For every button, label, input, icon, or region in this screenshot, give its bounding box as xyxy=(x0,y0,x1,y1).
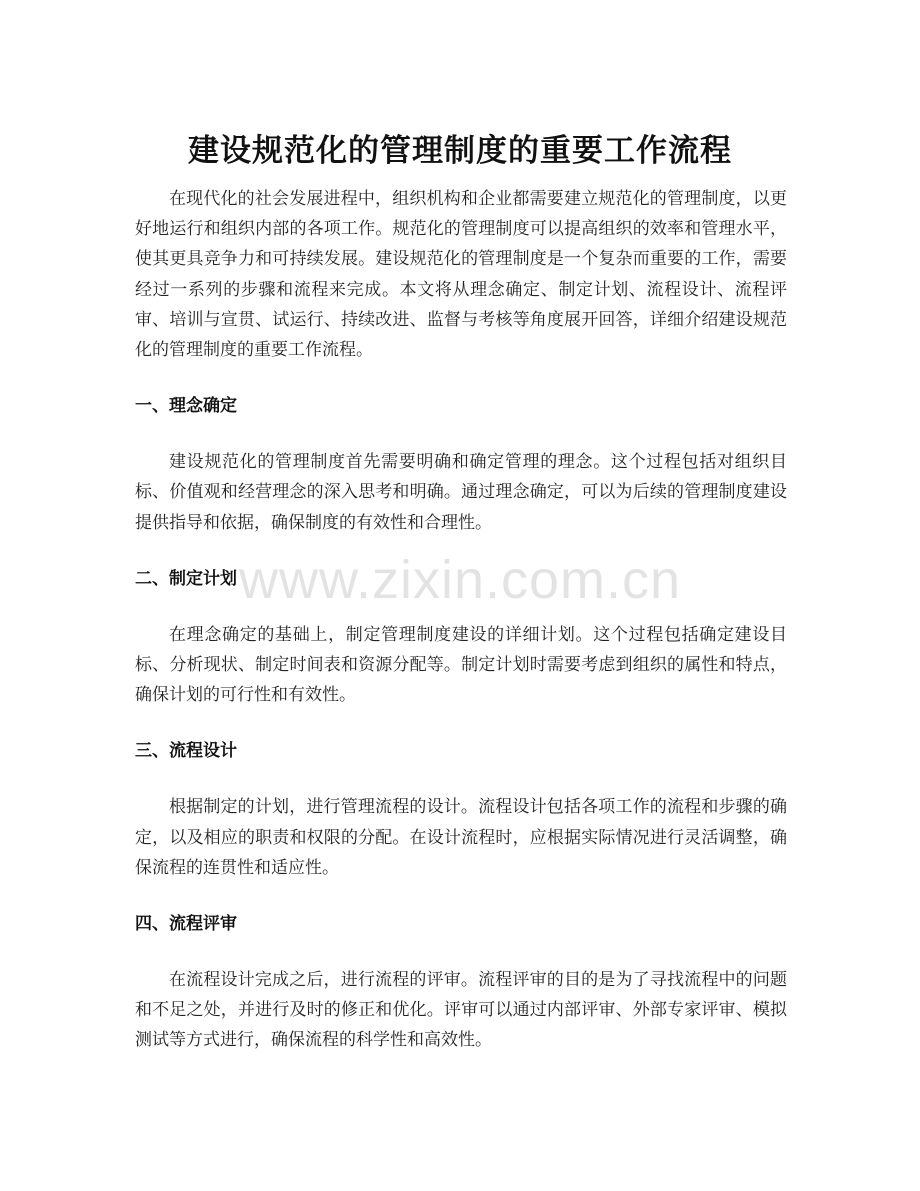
watermark: www.zixin.com.cn xyxy=(238,550,682,610)
section-heading: 四、流程评审 xyxy=(135,914,237,935)
intro-paragraph: 在现代化的社会发展进程中，组织机构和企业都需要建立规范化的管理制度，以更好地运行和组织内部的各项工作。规范化的管理制度可以提高组织的效率和管理水平，使其更具竞争力和可持续发展。建设规范化的管理制度是一个复杂而重要的工作，需要经过一系列的步骤和流程来完成。本文将从理念确定、制定计划、流程设计、流程评审、培训与宣贯、试运行、持续改进、监督与考核等角度展开回答，详细介绍建设规范化的管理制度的重要工作流程。 xyxy=(135,189,787,361)
section-paragraph: 建设规范化的管理制度首先需要明确和确定管理的理念。这个过程包括对组织目标、价值观和经营理念的深入思考和明确。通过理念确定，可以为后续的管理制度建设提供指导和依据，确保制度的有效性和合理性。 xyxy=(135,452,787,533)
document-title: 建设规范化的管理制度的重要工作流程 xyxy=(188,132,732,169)
document-body xyxy=(135,184,787,1056)
section-1 xyxy=(135,391,787,538)
section-4 xyxy=(135,909,787,1056)
section-heading: 三、流程设计 xyxy=(135,741,237,762)
section-2 xyxy=(135,564,787,711)
section-paragraph: 在流程设计完成之后，进行流程的评审。流程评审的目的是为了寻找流程中的问题和不足之处，并进行及时的修正和优化。评审可以通过内部评审、外部专家评审、模拟测试等方式进行，确保流程的科学性和高效性。 xyxy=(135,970,787,1051)
section-3 xyxy=(135,736,787,883)
section-paragraph: 根据制定的计划，进行管理流程的设计。流程设计包括各项工作的流程和步骤的确定，以及相应的职责和权限的分配。在设计流程时，应根据实际情况进行灵活调整，确保流程的连贯性和适应性。 xyxy=(135,797,787,878)
section-paragraph: 在理念确定的基础上，制定管理制度建设的详细计划。这个过程包括确定建设目标、分析现状、制定时间表和资源分配等。制定计划时需要考虑到组织的属性和特点，确保计划的可行性和有效性。 xyxy=(135,624,787,706)
section-heading: 一、理念确定 xyxy=(135,396,237,417)
section-heading: 二、制定计划 xyxy=(135,568,237,589)
